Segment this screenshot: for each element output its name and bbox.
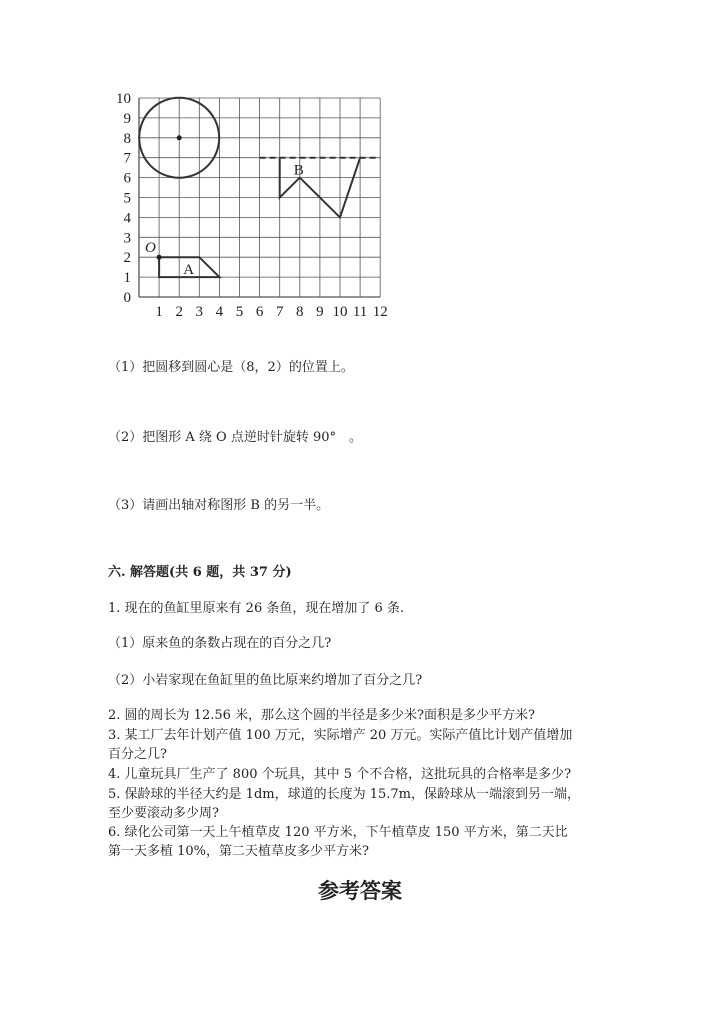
x-tick-label: 3: [195, 304, 204, 320]
x-tick-label: 6: [255, 304, 264, 320]
task-3: （3）请画出轴对称图形 B 的另一半。: [108, 498, 330, 513]
x-tick-label: 7: [275, 304, 284, 320]
question-5: 5. 保龄球的半径大约是 1dm，球道的长度为 15.7m，保龄球从一端滚到另一端，: [108, 787, 580, 802]
x-tick-label: 4: [215, 304, 224, 320]
x-tick-label: 1: [155, 304, 163, 320]
question-6-cont: 第一天多植 10%，第二天植草皮多少平方米?: [108, 844, 369, 859]
y-tick-label: 1: [123, 270, 131, 287]
question-1-part-1: （1）原来鱼的条数占现在的百分之几?: [108, 636, 332, 651]
shape-b-label: B: [293, 162, 304, 179]
x-tick-label: 8: [296, 304, 304, 320]
y-tick-label: 7: [123, 150, 131, 167]
point-o-dot: [157, 255, 162, 260]
answers-heading: 参考答案: [318, 878, 402, 903]
task-1: （1）把圆移到圆心是（8，2）的位置上。: [108, 360, 354, 375]
x-tick-label: 2: [175, 304, 183, 320]
question-4: 4. 儿童玩具厂生产了 800 个玩具，其中 5 个不合格，这批玩具的合格率是多少?: [108, 767, 572, 782]
section-title: 六. 解答题(共 6 题，共 37 分): [108, 565, 292, 580]
point-o-label: O: [145, 240, 156, 257]
question-2: 2. 圆的周长为 12.56 米，那么这个圆的半径是多少米?面积是多少平方米?: [108, 708, 535, 723]
y-tick-label: 8: [123, 130, 131, 147]
y-tick-label: 10: [116, 91, 131, 107]
y-tick-label: 3: [123, 230, 131, 247]
question-6: 6. 绿化公司第一天上午植草皮 120 平方米，下午植草皮 150 平方米，第二天比: [108, 825, 568, 840]
y-tick-label: 6: [123, 170, 131, 187]
y-tick-label: 0: [123, 290, 131, 306]
y-tick-label: 9: [123, 110, 131, 127]
y-tick-label: 5: [123, 190, 131, 207]
question-1: 1. 现在的鱼缸里原来有 26 条鱼，现在增加了 6 条.: [108, 601, 405, 616]
task-2: （2）把图形 A 绕 O 点逆时针旋转 90° 。: [108, 430, 363, 445]
x-tick-label: 12: [372, 304, 388, 320]
question-5-cont: 至少要滚动多少周?: [108, 806, 219, 821]
y-tick-label: 4: [123, 210, 131, 227]
question-3-cont: 百分之几?: [108, 747, 167, 762]
y-tick-label: 2: [123, 250, 131, 267]
x-tick-label: 5: [235, 304, 244, 320]
x-tick-label: 10: [332, 304, 348, 320]
question-3: 3. 某工厂去年计划产值 100 万元，实际增产 20 万元。实际产值比计划产值增加: [108, 728, 573, 743]
circle-center-dot: [177, 135, 182, 140]
shape-a-label: A: [183, 262, 195, 279]
coordinate-grid-figure: [0, 0, 720, 330]
question-1-part-2: （2）小岩家现在鱼缸里的鱼比原来约增加了百分之几?: [108, 673, 423, 688]
x-tick-label: 11: [352, 304, 368, 320]
x-tick-label: 9: [316, 304, 324, 320]
